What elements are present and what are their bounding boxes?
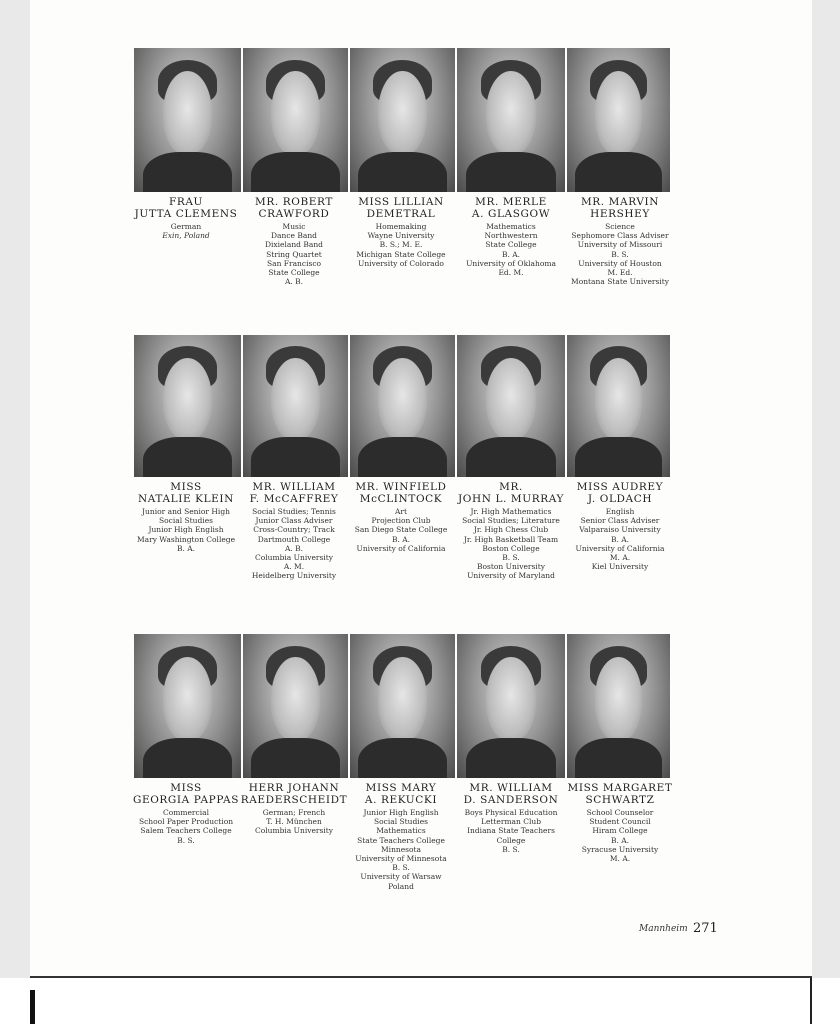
faculty-detail-line: String Quartet: [266, 249, 322, 259]
faculty-caption: [232, 481, 356, 581]
faculty-name-line: MR. MARVIN: [580, 196, 660, 208]
faculty-name-line: A. GLASGOW: [471, 208, 551, 220]
faculty-detail-line: Dance Band: [271, 231, 317, 241]
faculty-name: [232, 481, 356, 505]
faculty-caption: [339, 782, 463, 891]
faculty-detail-line: Junior High English: [148, 525, 224, 535]
faculty-detail-line: School Paper Production: [138, 817, 234, 827]
faculty-detail-line: B. A.: [610, 534, 630, 544]
portrait-head: [486, 358, 536, 440]
faculty-detail-line: School Counselor: [586, 808, 654, 817]
faculty-details: [558, 808, 682, 863]
portrait-body: [143, 738, 233, 778]
faculty-caption: [124, 481, 248, 553]
faculty-detail-line: Homemaking: [375, 222, 427, 231]
faculty-caption: [449, 481, 573, 581]
faculty-name-line: A. REKUCKI: [364, 794, 438, 806]
faculty-name-line: NATALIE KLEIN: [138, 493, 234, 505]
faculty-portrait-photo: [134, 634, 241, 778]
scan-right-edge: [810, 978, 812, 1024]
faculty-detail-line: B. A.: [391, 534, 411, 544]
faculty-detail-line: Ed. M.: [498, 268, 524, 278]
faculty-detail-line: Boston University: [477, 562, 545, 572]
faculty-portrait-photo: [567, 48, 670, 192]
faculty-detail-line: Mathematics: [486, 222, 536, 231]
faculty-name-line: MR. WILLIAM: [252, 481, 336, 493]
faculty-name-line: MR. WINFIELD: [355, 481, 447, 493]
faculty-detail-line: Boston College: [482, 543, 540, 553]
faculty-detail-line: Northwestern: [484, 231, 538, 241]
faculty-detail-line: English: [605, 507, 635, 516]
portrait-body: [358, 738, 446, 778]
faculty-detail-line: Minnesota: [380, 844, 422, 854]
faculty-name-line: F. McCAFFREY: [249, 493, 339, 505]
faculty-name-line: RAEDERSCHEIDT: [240, 794, 348, 806]
faculty-name: [449, 782, 573, 806]
faculty-detail-line: B. A.: [610, 835, 630, 845]
faculty-portrait-photo: [567, 335, 670, 477]
faculty-caption: [449, 782, 573, 854]
faculty-detail-line: Montana State University: [571, 277, 669, 287]
faculty-name-line: MR. ROBERT: [255, 196, 333, 208]
portrait-body: [575, 437, 662, 477]
faculty-details: [558, 507, 682, 571]
faculty-detail-line: Junior Class Adviser: [255, 516, 333, 526]
portrait-head: [595, 358, 642, 440]
faculty-detail-line: B. S.: [502, 553, 520, 563]
faculty-row: [0, 634, 840, 914]
faculty-name-line: D. SANDERSON: [463, 794, 559, 806]
faculty-name-line: MISS: [170, 782, 202, 794]
faculty-details: [124, 808, 248, 845]
faculty-portrait-photo: [134, 48, 241, 192]
faculty-name: [339, 196, 463, 220]
faculty-portrait-photo: [134, 335, 241, 477]
faculty-name: [339, 782, 463, 806]
portrait-body: [251, 152, 339, 192]
faculty-detail-line: Projection Club: [371, 516, 431, 526]
faculty-detail-line: University of Warsaw: [360, 872, 442, 882]
faculty-details: [232, 808, 356, 836]
faculty-caption: [558, 196, 682, 286]
faculty-name-line: MISS MARY: [365, 782, 437, 794]
faculty-details: [339, 808, 463, 891]
faculty-name-line: GEORGIA PAPPAS: [132, 794, 240, 806]
portrait-head: [271, 71, 319, 155]
faculty-detail-line: B. S.; M. E.: [379, 240, 423, 250]
faculty-detail-line: Social Studies; Literature: [462, 516, 560, 526]
faculty-detail-line: Kiel University: [591, 562, 649, 572]
faculty-detail-line: Art: [394, 507, 407, 516]
faculty-name-line: MISS AUDREY: [576, 481, 664, 493]
faculty-detail-line: Senior Class Adviser: [580, 516, 660, 526]
faculty-name: [124, 481, 248, 505]
faculty-detail-line: B. S.: [611, 249, 629, 259]
portrait-head: [163, 657, 212, 741]
faculty-name: [558, 196, 682, 220]
faculty-name-line: JUTTA CLEMENS: [134, 208, 238, 220]
faculty-name: [124, 196, 248, 220]
faculty-detail-line: M. Ed.: [607, 268, 633, 278]
faculty-detail-line: T. H. München: [266, 817, 322, 827]
faculty-detail-line: Heidelberg University: [251, 571, 337, 581]
faculty-detail-line: Social Studies: [374, 817, 428, 827]
portrait-body: [466, 437, 557, 477]
faculty-detail-line: Boys Physical Education: [464, 808, 558, 817]
faculty-detail-line: B. S.: [177, 835, 195, 845]
portrait-body: [358, 152, 446, 192]
faculty-portrait-photo: [243, 48, 348, 192]
faculty-portrait-photo: [457, 48, 565, 192]
faculty-details: [339, 222, 463, 268]
faculty-name: [339, 481, 463, 505]
portrait-head: [486, 71, 536, 155]
portrait-body: [575, 152, 662, 192]
faculty-row: [0, 335, 840, 615]
faculty-detail-line: University of Missouri: [577, 240, 663, 250]
faculty-detail-line: University of Maryland: [467, 571, 555, 581]
faculty-portrait-photo: [567, 634, 670, 778]
faculty-detail-line: Mathematics: [376, 826, 426, 836]
faculty-name-line: MISS MARGARET: [567, 782, 673, 794]
faculty-detail-line: State College: [485, 240, 537, 250]
faculty-detail-line: Valparaiso University: [579, 525, 661, 535]
faculty-details: [232, 222, 356, 286]
faculty-name-line: MR.: [499, 481, 523, 493]
faculty-name-line: J. OLDACH: [587, 493, 653, 505]
portrait-head: [271, 657, 319, 741]
portrait-body: [251, 738, 339, 778]
faculty-name-line: McCLINTOCK: [359, 493, 443, 505]
faculty-detail-line: Jr. High Chess Club: [473, 525, 549, 535]
faculty-name-line: CRAWFORD: [258, 208, 330, 220]
faculty-detail-line: Junior High English: [363, 808, 439, 817]
faculty-name-line: MISS: [170, 481, 202, 493]
faculty-detail-line: M. A.: [609, 553, 631, 563]
faculty-detail-line: Letterman Club: [480, 817, 542, 827]
portrait-body: [466, 152, 557, 192]
faculty-detail-line: Mary Washington College: [136, 534, 236, 544]
faculty-details: [449, 808, 573, 854]
faculty-detail-line: Syracuse University: [581, 844, 659, 854]
faculty-detail-line: Social Studies; Tennis: [252, 507, 336, 516]
faculty-details: [232, 507, 356, 581]
faculty-details: [449, 507, 573, 581]
faculty-detail-line: A. M.: [283, 562, 305, 572]
portrait-head: [271, 358, 319, 440]
faculty-detail-line: San Diego State College: [354, 525, 448, 535]
faculty-name: [124, 782, 248, 806]
faculty-detail-line: Dartmouth College: [257, 534, 331, 544]
faculty-portrait-photo: [243, 634, 348, 778]
faculty-detail-line: State College: [268, 268, 320, 278]
faculty-detail-line: University of California: [575, 543, 665, 553]
portrait-head: [378, 657, 426, 741]
portrait-head: [378, 71, 426, 155]
portrait-head: [595, 657, 642, 741]
faculty-caption: [124, 196, 248, 240]
faculty-caption: [124, 782, 248, 845]
faculty-detail-line: University of Houston: [578, 258, 662, 268]
faculty-detail-line: Social Studies: [159, 516, 213, 526]
faculty-details: [558, 222, 682, 286]
portrait-head: [378, 358, 426, 440]
faculty-detail-line: Junior and Senior High: [142, 507, 230, 516]
faculty-name-line: MISS LILLIAN: [358, 196, 444, 208]
scan-bottom-strip: [0, 978, 840, 1024]
faculty-name-line: MR. MERLE: [475, 196, 547, 208]
portrait-body: [358, 437, 446, 477]
faculty-detail-line: Dixieland Band: [265, 240, 323, 250]
portrait-body: [575, 738, 662, 778]
faculty-detail-line: College: [496, 835, 526, 845]
faculty-detail-line: San Francisco: [266, 258, 322, 268]
faculty-detail-line: Student Council: [589, 817, 651, 827]
footer-school-name: Mannheim: [639, 924, 688, 934]
faculty-detail-line: M. A.: [609, 854, 631, 864]
faculty-detail-line: Exin, Poland: [162, 231, 210, 241]
faculty-name-line: DEMETRAL: [366, 208, 436, 220]
faculty-details: [449, 222, 573, 277]
faculty-detail-line: Science: [605, 222, 635, 231]
faculty-detail-line: B. A.: [501, 249, 521, 259]
faculty-detail-line: German; French: [262, 808, 326, 817]
faculty-portrait-photo: [350, 634, 455, 778]
faculty-portrait-photo: [350, 335, 455, 477]
faculty-caption: [558, 782, 682, 863]
faculty-detail-line: Columbia University: [255, 553, 333, 563]
faculty-detail-line: German: [170, 222, 202, 231]
portrait-body: [251, 437, 339, 477]
faculty-name-line: HERSHEY: [590, 208, 650, 220]
faculty-name: [232, 196, 356, 220]
portrait-head: [486, 657, 536, 741]
faculty-portrait-photo: [457, 634, 565, 778]
faculty-name: [449, 481, 573, 505]
footer-page-number: 271: [693, 921, 718, 936]
faculty-portrait-photo: [350, 48, 455, 192]
portrait-head: [595, 71, 642, 155]
faculty-details: [124, 507, 248, 553]
faculty-caption: [339, 481, 463, 553]
faculty-name: [449, 196, 573, 220]
portrait-head: [163, 358, 212, 440]
faculty-details: [124, 222, 248, 240]
faculty-detail-line: Hiram College: [592, 826, 648, 836]
faculty-detail-line: Jr. High Basketball Team: [463, 534, 559, 544]
portrait-body: [143, 437, 233, 477]
faculty-detail-line: Music: [282, 222, 306, 231]
faculty-detail-line: State Teachers College: [357, 835, 445, 845]
faculty-caption: [558, 481, 682, 571]
faculty-detail-line: University of Oklahoma: [466, 258, 556, 268]
faculty-detail-line: B. A.: [176, 543, 196, 553]
faculty-detail-line: A. B.: [284, 277, 304, 287]
faculty-row: [0, 48, 840, 328]
portrait-body: [466, 738, 557, 778]
faculty-details: [339, 507, 463, 553]
faculty-caption: [449, 196, 573, 277]
faculty-detail-line: Salem Teachers College: [140, 826, 232, 836]
faculty-caption: [232, 782, 356, 836]
faculty-name: [558, 782, 682, 806]
faculty-detail-line: University of California: [356, 543, 446, 553]
faculty-detail-line: Poland: [388, 881, 414, 891]
faculty-detail-line: Wayne University: [367, 231, 435, 241]
faculty-name-line: HERR JOHANN: [248, 782, 340, 794]
faculty-name-line: FRAU: [168, 196, 204, 208]
faculty-caption: [339, 196, 463, 268]
faculty-detail-line: Columbia University: [255, 826, 333, 836]
portrait-head: [163, 71, 212, 155]
faculty-name-line: MR. WILLIAM: [469, 782, 553, 794]
faculty-detail-line: Indiana State Teachers: [467, 826, 555, 836]
faculty-name: [558, 481, 682, 505]
faculty-detail-line: Sephomore Class Adviser: [571, 231, 669, 241]
faculty-name: [232, 782, 356, 806]
faculty-detail-line: B. S.: [502, 844, 520, 854]
faculty-detail-line: Commercial: [163, 808, 209, 817]
faculty-detail-line: Jr. High Mathematics: [470, 507, 552, 516]
faculty-detail-line: University of Minnesota: [355, 854, 447, 864]
faculty-detail-line: University of Colorado: [358, 258, 444, 268]
faculty-detail-line: Michigan State College: [356, 249, 446, 259]
faculty-name-line: JOHN L. MURRAY: [457, 493, 565, 505]
scan-binding-mark: [30, 990, 35, 1024]
faculty-portrait-photo: [457, 335, 565, 477]
faculty-detail-line: B. S.: [392, 863, 410, 873]
faculty-portrait-photo: [243, 335, 348, 477]
faculty-detail-line: Cross-Country; Track: [253, 525, 335, 535]
page-bottom-edge: [30, 976, 812, 978]
faculty-name-line: SCHWARTZ: [585, 794, 655, 806]
faculty-detail-line: A. B.: [284, 543, 304, 553]
faculty-caption: [232, 196, 356, 286]
portrait-body: [143, 152, 233, 192]
